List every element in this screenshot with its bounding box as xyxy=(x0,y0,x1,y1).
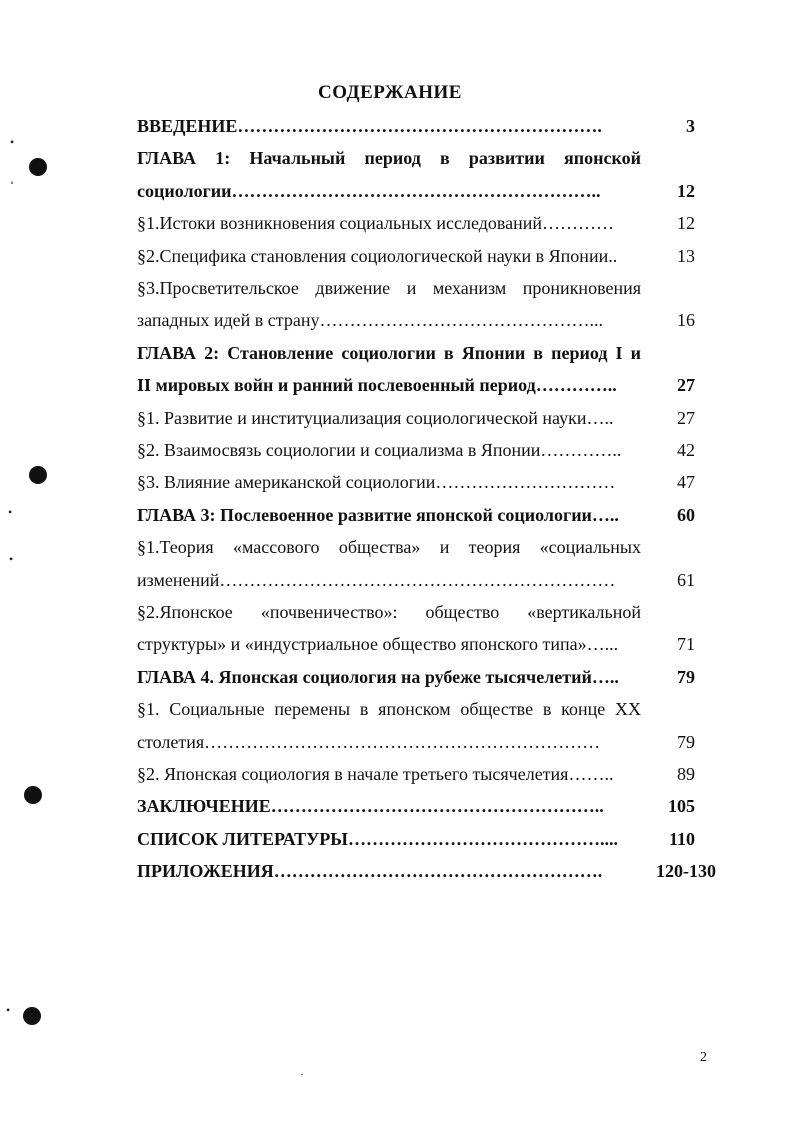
toc-section-line: §3.Просветительское движение и механизм проникновения xyxy=(137,278,641,298)
toc-section-line: структуры» и «индустриальное общество японского типа»…... xyxy=(137,634,619,654)
toc-page-number: 89 xyxy=(677,764,695,784)
toc-page-number: 105 xyxy=(668,796,695,816)
toc-page-number: 12 xyxy=(677,213,695,233)
toc-page-number: 110 xyxy=(668,829,695,849)
scan-speck: • xyxy=(9,552,14,566)
toc-page-number: 79 xyxy=(677,667,695,687)
toc-chapter-line: социологии…………………………………………………….. xyxy=(137,181,601,201)
scan-speck: • xyxy=(10,135,15,149)
scan-speck: · xyxy=(300,1067,304,1081)
toc-section-line: §1.Теория «массового общества» и теория «социальных xyxy=(137,537,641,557)
toc-page-number: 27 xyxy=(677,408,695,428)
toc-page-number: 61 xyxy=(677,570,695,590)
toc-page-number: 71 xyxy=(677,634,695,654)
toc-chapter-line: II мировых войн и ранний послевоенный период………….. xyxy=(137,375,617,395)
toc-chapter-line: ВВЕДЕНИЕ……………………………………………………. xyxy=(137,116,602,136)
toc-chapter-line: СПИСОК ЛИТЕРАТУРЫ…………………………………….... xyxy=(137,829,618,849)
toc-chapter-line: ГЛАВА 4. Японская социология на рубеже тысячелетий….. xyxy=(137,667,619,687)
toc-section-line: §2. Взаимосвязь социологии и социализма в Японии………….. xyxy=(137,440,622,460)
scan-speck: • xyxy=(8,505,13,519)
toc-page-number: 60 xyxy=(677,505,695,525)
toc-chapter-line: ГЛАВА 1: Начальный период в развитии японской xyxy=(137,148,641,168)
toc-page-number: 13 xyxy=(677,246,695,266)
punch-hole xyxy=(24,786,42,804)
toc-section-line: §1. Развитие и институциализация социологической науки….. xyxy=(137,408,614,428)
punch-hole xyxy=(29,158,47,176)
toc-chapter-line: ГЛАВА 2: Становление социологии в Японии в период I и xyxy=(137,343,641,363)
toc-chapter-line: ЗАКЛЮЧЕНИЕ……………………………………………….. xyxy=(137,796,604,816)
toc-page-number: 3 xyxy=(686,116,695,136)
page-number: 2 xyxy=(700,1050,707,1065)
toc-page-number: 12 xyxy=(677,181,695,201)
toc-chapter-line: ПРИЛОЖЕНИЯ………………………………………………. xyxy=(137,861,603,881)
toc-page-number: 47 xyxy=(677,472,695,492)
toc-page-number: 120-130 xyxy=(656,861,716,881)
toc-page-number: 42 xyxy=(677,440,695,460)
page-title: СОДЕРЖАНИЕ xyxy=(318,82,462,103)
toc-section-line: изменений………………………………………………………… xyxy=(137,570,616,590)
punch-hole xyxy=(29,466,47,484)
toc-section-line: западных идей в страну………………………………………... xyxy=(137,310,603,330)
toc-section-line: §2.Специфика становления социологической науки в Японии.. xyxy=(137,246,618,266)
toc-section-line: §1.Истоки возникновения социальных исследований………… xyxy=(137,213,615,233)
toc-section-line: §2. Японская социология в начале третьего тысячелетия…….. xyxy=(137,764,614,784)
punch-hole xyxy=(23,1007,41,1025)
toc-page-number: 27 xyxy=(677,375,695,395)
toc-section-line: §1. Социальные перемены в японском обществе в конце XX xyxy=(137,699,641,719)
toc-section-line: §2.Японское «почвеничество»: общество «вертикальной xyxy=(137,602,641,622)
toc-section-line: столетия………………………………………………………… xyxy=(137,732,601,752)
toc-page-number: 16 xyxy=(677,310,695,330)
toc-page-number: 79 xyxy=(677,732,695,752)
toc-chapter-line: ГЛАВА 3: Послевоенное развитие японской социологии….. xyxy=(137,505,619,525)
scan-speck: • xyxy=(6,1003,11,1017)
toc-section-line: §3. Влияние американской социологии………………………… xyxy=(137,472,616,492)
scan-speck: ˚ xyxy=(10,179,14,193)
